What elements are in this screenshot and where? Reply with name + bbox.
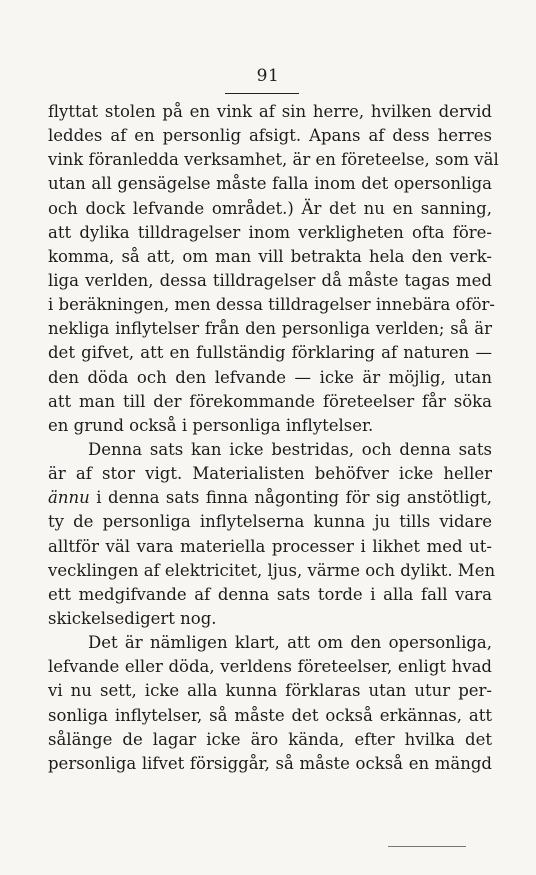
text-line: är af stor vigt. Materialisten behöfver icke heller	[48, 464, 492, 484]
text-line: utan all gensägelse måste falla inom det opersonliga	[48, 174, 492, 194]
footer-mark	[388, 846, 466, 847]
text-line: Denna sats kan icke bestridas, och denna sats	[88, 439, 492, 459]
text-line: vink föranledda verksamhet, är en företeelse, som väl	[48, 150, 499, 170]
text-line: komma, så att, om man vill betrakta hela den verk-	[48, 246, 492, 266]
text-line: en grund också i personliga inflytelser.	[48, 415, 374, 435]
text-line: den döda och den lefvande — icke är möjlig, utan	[48, 367, 492, 387]
text-line: att dylika tilldragelser inom verkligheten ofta före-	[48, 222, 492, 242]
text-line: i beräkningen, men dessa tilldragelser innebära oför-	[48, 295, 495, 315]
text-line: nekliga inflytelser från den personliga verlden; så är	[48, 319, 492, 339]
text-line: vi nu sett, icke alla kunna förklaras utan utur per-	[48, 681, 492, 701]
text-line: personliga lifvet försiggår, så måste också en mängd	[48, 753, 492, 773]
body-text	[48, 100, 499, 776]
header-rule	[225, 93, 299, 94]
text-line: skickelsedigert nog.	[48, 608, 217, 628]
text-line: liga verlden, dessa tilldragelser då måste tagas med	[48, 270, 492, 290]
text-line: det gifvet, att en fullständig förklaring af naturen —	[48, 343, 492, 363]
text-line: flyttat stolen på en vink af sin herre, hvilken dervid	[48, 102, 492, 121]
text-line: vecklingen af elektricitet, ljus, värme och dylikt. Men	[48, 560, 496, 580]
text-line: alltför väl vara materiella processer i likhet med ut-	[48, 536, 492, 556]
text-line: och dock lefvande området.) Är det nu en sanning,	[48, 198, 492, 218]
text-line: ännu i denna sats finna någonting för sig anstötligt,	[48, 488, 492, 508]
text-line: att man till der förekommande företeelser får söka	[48, 391, 492, 411]
text-line: ty de personliga inflytelserna kunna ju tills vidare	[48, 512, 492, 532]
text-line: sonliga inflytelser, så måste det också erkännas, att	[48, 705, 492, 725]
text-line: ett medgifvande af denna sats torde i alla fall vara	[48, 584, 492, 604]
text-line: lefvande eller döda, verldens företeelser, enligt hvad	[48, 657, 492, 677]
text-line: leddes af en personlig afsigt. Apans af dess herres	[48, 126, 492, 146]
text-line: Det är nämligen klart, att om den opersonliga,	[88, 633, 492, 653]
text-line: sålänge de lagar icke äro kända, efter hvilka det	[48, 729, 492, 749]
page-number: 91	[256, 66, 280, 86]
